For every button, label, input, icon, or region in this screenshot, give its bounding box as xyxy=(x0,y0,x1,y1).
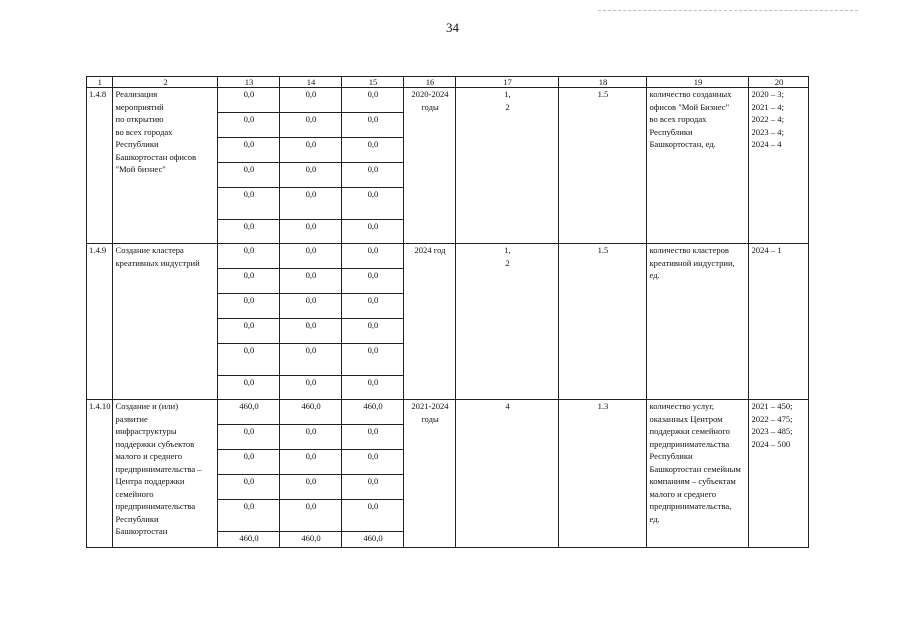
targets-cell: 2024 – 1 xyxy=(749,244,809,400)
header-cell: 15 xyxy=(342,77,404,88)
funding-value-cell: 0,0 xyxy=(218,244,280,269)
funding-value-cell: 0,0 xyxy=(280,163,342,188)
funding-value-cell: 0,0 xyxy=(342,88,404,113)
funding-value-cell: 0,0 xyxy=(342,500,404,532)
funding-value-cell: 0,0 xyxy=(218,113,280,138)
targets-cell: 2020 – 3; 2021 – 4; 2022 – 4; 2023 – 4; 2024 – 4 xyxy=(749,88,809,244)
column-17-cell: 4 xyxy=(456,400,559,548)
funding-value-cell: 0,0 xyxy=(218,344,280,376)
funding-value-cell: 0,0 xyxy=(280,344,342,376)
header-cell: 2 xyxy=(113,77,218,88)
funding-value-cell: 0,0 xyxy=(280,450,342,475)
funding-value-cell: 0,0 xyxy=(218,475,280,500)
item-code: 1.4.9 xyxy=(87,244,113,400)
funding-value-cell: 0,0 xyxy=(280,500,342,532)
item-name: Создание кластера креативных индустрий xyxy=(113,244,218,400)
header-cell: 17 xyxy=(456,77,559,88)
funding-value-cell: 0,0 xyxy=(342,425,404,450)
funding-value-cell: 0,0 xyxy=(280,188,342,220)
period-cell: 2021-2024 годы xyxy=(404,400,456,548)
funding-value-cell: 0,0 xyxy=(342,163,404,188)
funding-value-cell: 0,0 xyxy=(218,269,280,294)
funding-value-cell: 460,0 xyxy=(280,400,342,425)
item-name: Создание и (или) развитие инфраструктуры поддержки субъектов малого и среднего предпринимательства – Центра поддержки семейного предпринимательства Республики Башкортостан xyxy=(113,400,218,548)
page-number: 34 xyxy=(446,20,459,35)
funding-value-cell: 0,0 xyxy=(280,319,342,344)
targets-cell: 2021 – 450; 2022 – 475; 2023 – 485; 2024 – 500 xyxy=(749,400,809,548)
funding-value-cell: 0,0 xyxy=(342,269,404,294)
funding-value-cell: 0,0 xyxy=(218,188,280,220)
funding-value-cell: 0,0 xyxy=(342,113,404,138)
period-cell: 2020-2024 годы xyxy=(404,88,456,244)
funding-value-cell: 0,0 xyxy=(218,163,280,188)
funding-value-cell: 460,0 xyxy=(280,532,342,548)
item-code: 1.4.10 xyxy=(87,400,113,548)
funding-value-cell: 0,0 xyxy=(218,450,280,475)
header-row xyxy=(87,77,809,88)
funding-value-cell: 0,0 xyxy=(280,88,342,113)
indicator-cell: количество кластеров креативной индустрии, ед. xyxy=(647,244,749,400)
funding-value-cell: 0,0 xyxy=(342,188,404,220)
funding-value-cell: 0,0 xyxy=(280,244,342,269)
funding-value-cell: 0,0 xyxy=(342,376,404,400)
funding-value-cell: 0,0 xyxy=(280,138,342,163)
funding-value-cell: 0,0 xyxy=(218,138,280,163)
funding-value-cell: 0,0 xyxy=(280,376,342,400)
funding-value-cell: 0,0 xyxy=(280,475,342,500)
funding-value-cell: 0,0 xyxy=(280,269,342,294)
column-17-cell: 1, 2 xyxy=(456,244,559,400)
funding-value-cell: 0,0 xyxy=(280,113,342,138)
header-cell: 18 xyxy=(559,77,647,88)
period-cell: 2024 год xyxy=(404,244,456,400)
header-cell: 19 xyxy=(647,77,749,88)
funding-value-cell: 460,0 xyxy=(218,532,280,548)
funding-value-cell: 460,0 xyxy=(342,532,404,548)
header-cell: 16 xyxy=(404,77,456,88)
funding-value-cell: 0,0 xyxy=(280,425,342,450)
funding-value-cell: 0,0 xyxy=(342,475,404,500)
header-cell: 20 xyxy=(749,77,809,88)
column-18-cell: 1.5 xyxy=(559,88,647,244)
item-code: 1.4.8 xyxy=(87,88,113,244)
funding-value-cell: 0,0 xyxy=(218,319,280,344)
funding-value-cell: 0,0 xyxy=(218,500,280,532)
indicator-cell: количество созданных офисов "Мой Бизнес" во всех городах Республики Башкортостан, ед. xyxy=(647,88,749,244)
column-18-cell: 1.3 xyxy=(559,400,647,548)
funding-value-cell: 0,0 xyxy=(342,138,404,163)
item-name: Реализация мероприятий по открытию во всех городах Республики Башкортостан офисов "Мой бизнес" xyxy=(113,88,218,244)
funding-value-cell: 0,0 xyxy=(218,88,280,113)
table-row xyxy=(87,400,809,425)
table-row xyxy=(87,88,809,113)
funding-value-cell: 0,0 xyxy=(342,319,404,344)
funding-value-cell: 0,0 xyxy=(280,294,342,319)
top-rule xyxy=(598,10,858,11)
funding-value-cell: 0,0 xyxy=(280,220,342,244)
column-18-cell: 1.5 xyxy=(559,244,647,400)
column-17-cell: 1, 2 xyxy=(456,88,559,244)
header-cell: 14 xyxy=(280,77,342,88)
table-row xyxy=(87,244,809,269)
header-cell: 1 xyxy=(87,77,113,88)
funding-value-cell: 0,0 xyxy=(342,450,404,475)
funding-value-cell: 460,0 xyxy=(218,400,280,425)
funding-value-cell: 0,0 xyxy=(342,244,404,269)
document-table xyxy=(86,76,809,548)
funding-value-cell: 0,0 xyxy=(218,294,280,319)
funding-value-cell: 460,0 xyxy=(342,400,404,425)
funding-value-cell: 0,0 xyxy=(218,376,280,400)
funding-value-cell: 0,0 xyxy=(218,425,280,450)
funding-value-cell: 0,0 xyxy=(342,344,404,376)
funding-value-cell: 0,0 xyxy=(218,220,280,244)
funding-value-cell: 0,0 xyxy=(342,294,404,319)
indicator-cell: количество услуг, оказанных Центром поддержки семейного предпринимательства Республики Башкортостан семейным компаниям – субъектам малого и среднего предпринимательства, ед. xyxy=(647,400,749,548)
header-cell: 13 xyxy=(218,77,280,88)
funding-value-cell: 0,0 xyxy=(342,220,404,244)
